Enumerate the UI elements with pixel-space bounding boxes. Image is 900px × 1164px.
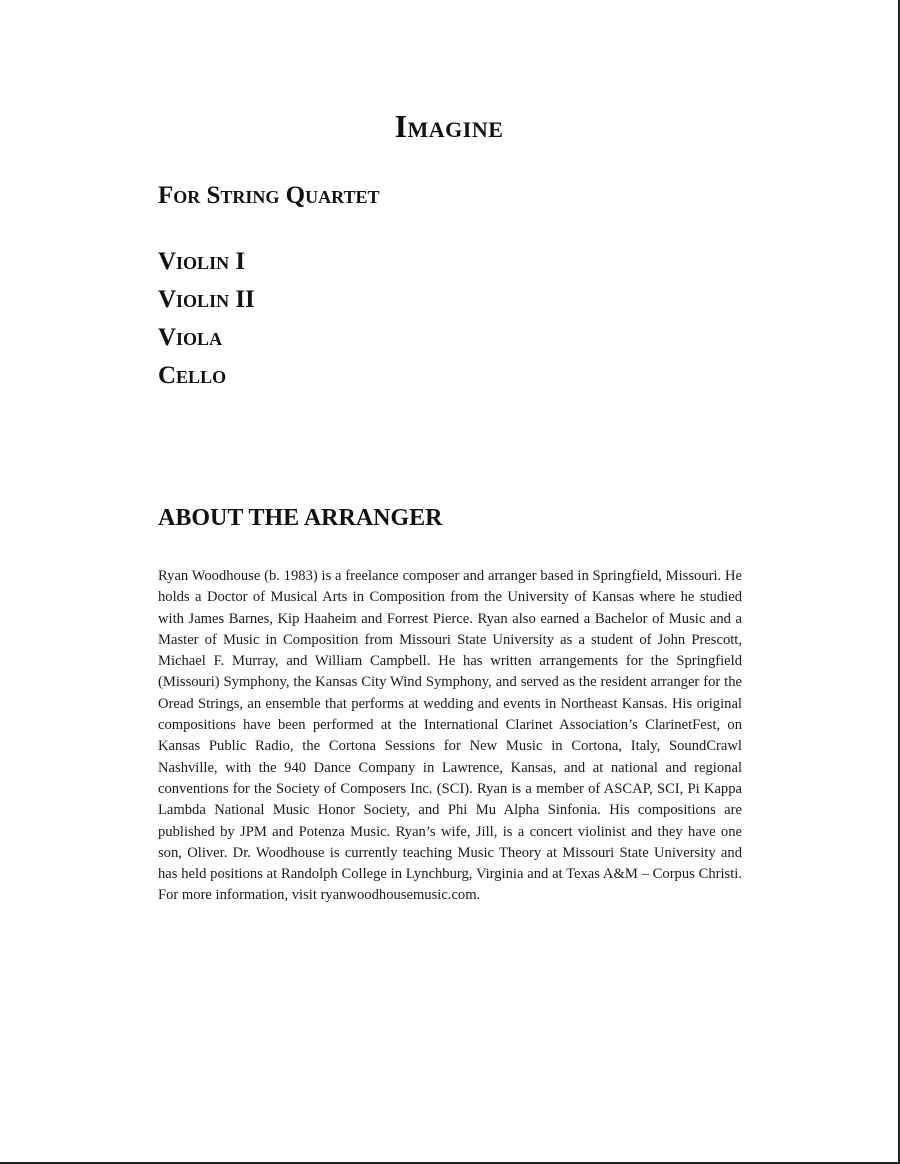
arranger-bio-paragraph: Ryan Woodhouse (b. 1983) is a freelance composer and arranger based in Springfield, Missouri. He holds a Doctor of Musical Arts in Composition from the University of Kansas where he studied with James Barnes, Kip Haaheim and Forrest Pierce. Ryan also earned a Bachelor of Music and a Master of Music in Composition from Missouri State University as a student of John Prescott, Michael F. Murray, and William Campbell. He has written arrangements for the Springfield (Missouri) Symphony, the Kansas City Wind Symphony, and served as the resident arranger for the Oread Strings, an ensemble that performs at wedding and events in Northeast Kansas. His original compositions have been performed at the International Clarinet Association’s ClarinetFest, on Kansas Public Radio, the Cortona Sessions for New Music in Cortona, Italy, SoundCrawl Nashville, with the 940 Dance Company in Lawrence, Kansas, and at national and regional conventions for the Society of Composers Inc. (SCI). Ryan is a member of ASCAP, SCI, Pi Kappa Lambda National Music Honor Society, and Phi Mu Alpha Sinfonia. His compositions are published by JPM and Potenza Music. Ryan’s wife, Jill, is a concert violinist and they have one son, Oliver. Dr. Woodhouse is currently teaching Music Theory at Missouri State University and has held positions at Randolph College in Lynchburg, Virginia and at Texas A&M – Corpus Christi. For more information, visit ryanwoodhousemusic.com. [158, 568, 742, 904]
instrument-item-violin-2: Violin II [158, 286, 255, 313]
instrument-list [158, 243, 255, 395]
page-subtitle: For String Quartet [158, 182, 380, 209]
page-title: Imagine [394, 108, 504, 144]
instrument-item-violin-1: Violin I [158, 248, 246, 275]
instrument-item-viola: Viola [158, 324, 223, 351]
instrument-item-cello: Cello [158, 362, 227, 389]
about-arranger-heading: ABOUT THE ARRANGER [158, 505, 443, 531]
